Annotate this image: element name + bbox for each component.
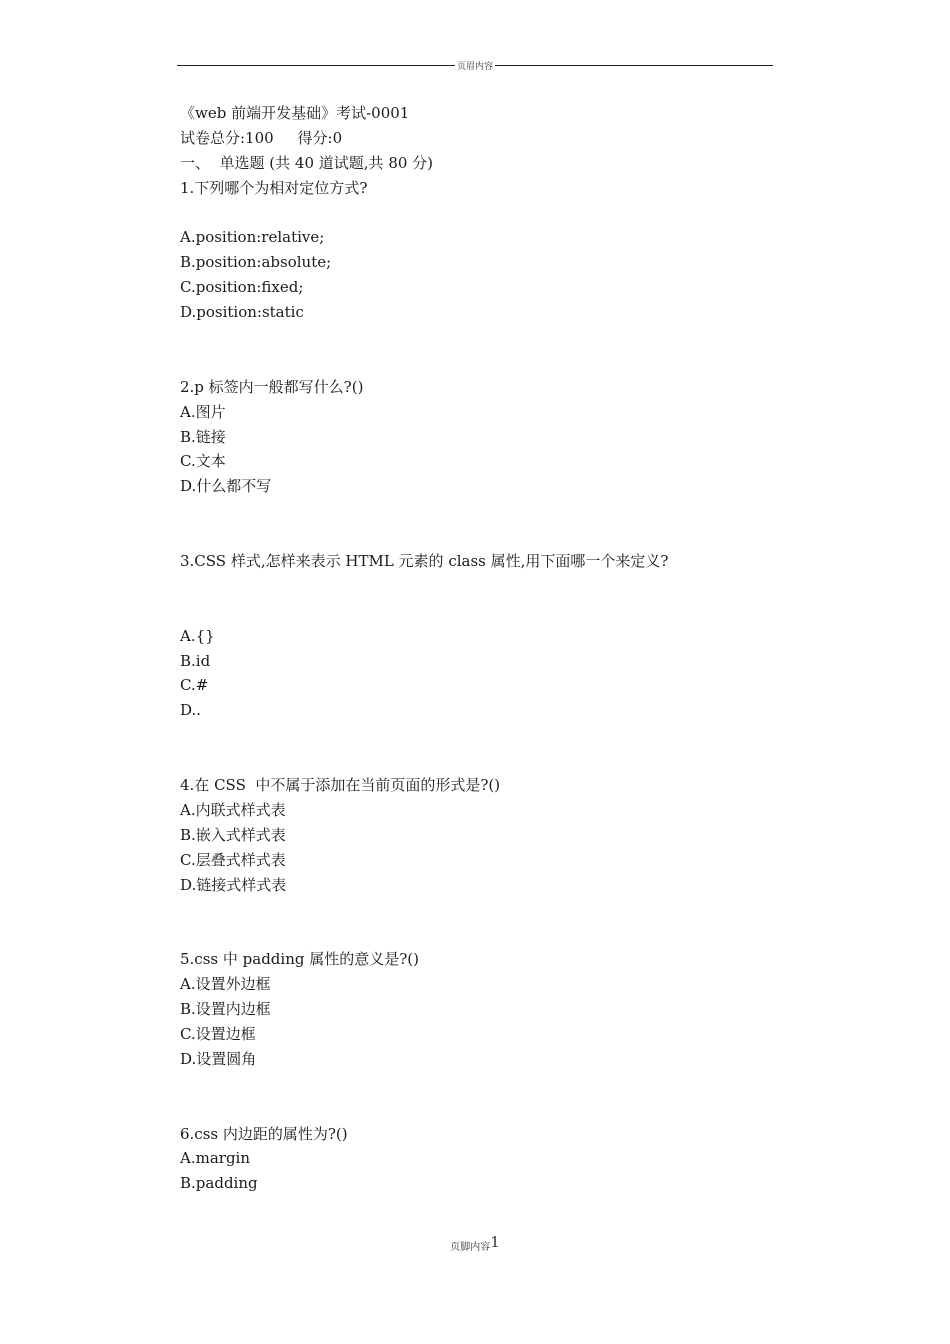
question-option: C.# <box>180 676 209 695</box>
question-option: A.{} <box>180 626 215 645</box>
question-stem: 4.在 CSS 中不属于添加在当前页面的形式是?() <box>180 776 501 795</box>
question-option: B.嵌入式样式表 <box>180 825 286 844</box>
header-text: 页眉内容 <box>456 62 493 72</box>
question-option: B.设置内边框 <box>180 1000 271 1019</box>
document-body <box>180 101 780 1196</box>
question-option: A.position:relative; <box>180 228 325 247</box>
question-option: C.层叠式样式表 <box>180 850 286 869</box>
question-option: D.设置圆角 <box>180 1049 257 1068</box>
question-option: B.id <box>180 651 211 670</box>
question-option: A.margin <box>180 1149 250 1168</box>
question-stem: 1.下列哪个为相对定位方式? <box>180 178 368 197</box>
section-heading: 一、 单选题 (共 40 道试题,共 80 分) <box>180 153 434 172</box>
question-option: B.链接 <box>180 427 226 446</box>
question-option: C.设置边框 <box>180 1024 256 1043</box>
question-option: A.设置外边框 <box>180 975 271 994</box>
question-option: B.padding <box>180 1174 258 1193</box>
question-stem: 2.p 标签内一般都写什么?() <box>180 377 364 396</box>
question-option: A.内联式样式表 <box>180 800 286 819</box>
question-stem: 5.css 中 padding 属性的意义是?() <box>180 950 419 969</box>
question-stem: 3.CSS 样式,怎样来表示 HTML 元素的 class 属性,用下面哪一个来定义? <box>180 552 669 571</box>
footer-text: 页脚内容 <box>450 1242 491 1253</box>
page-number: 1 <box>490 1233 500 1251</box>
question-option: D.position:static <box>180 303 304 322</box>
question-stem: 6.css 内边距的属性为?() <box>180 1124 348 1143</box>
question-option: A.图片 <box>180 402 226 421</box>
question-option: D.链接式样式表 <box>180 875 287 894</box>
question-option: C.文本 <box>180 452 226 471</box>
exam-score-line: 试卷总分:100 得分:0 <box>180 128 343 147</box>
question-option: C.position:fixed; <box>180 278 304 297</box>
page-header <box>0 59 950 72</box>
page-footer <box>0 1233 950 1253</box>
question-option: D.. <box>180 701 202 720</box>
question-option: B.position:absolute; <box>180 253 332 272</box>
exam-title: 《web 前端开发基础》考试-0001 <box>180 104 410 122</box>
question-option: D.什么都不写 <box>180 477 272 496</box>
